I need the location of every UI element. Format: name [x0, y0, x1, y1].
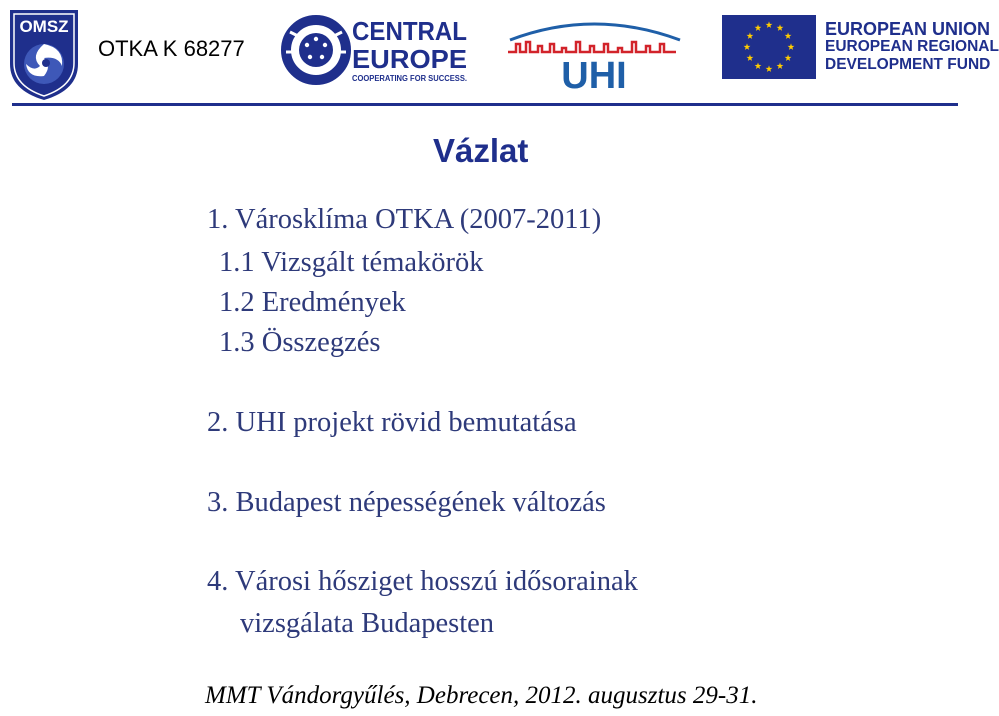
- slide-title: Vázlat: [433, 132, 529, 169]
- header-divider: [12, 103, 958, 106]
- uhi-logo-text: UHI: [561, 55, 627, 97]
- central-europe-line2: EUROPE: [352, 44, 467, 74]
- erdf-line1: EUROPEAN UNION: [825, 19, 991, 39]
- outline-item-2: 2. UHI projekt rövid bemutatása: [207, 407, 577, 438]
- outline-item-1: 1. Városklíma OTKA (2007-2011): [207, 204, 602, 235]
- erdf-line3: DEVELOPMENT FUND: [825, 56, 991, 73]
- erdf-logo-text: [825, 20, 999, 74]
- outline-item-1-3: 1.3 Összegzés: [219, 327, 381, 358]
- eu-flag-icon: [722, 15, 816, 79]
- omsz-logo: [4, 6, 84, 102]
- uhi-logo: [506, 14, 684, 97]
- omsz-logo-text: OMSZ: [19, 17, 69, 36]
- header: [0, 0, 999, 120]
- central-europe-tagline: COOPERATING FOR SUCCESS.: [352, 74, 467, 83]
- outline-item-1-2: 1.2 Eredmények: [219, 287, 406, 318]
- skyline-icon: [508, 42, 676, 52]
- central-europe-line1: CENTRAL: [352, 16, 468, 46]
- outline-item-4-cont: vizsgálata Budapesten: [240, 608, 495, 639]
- outline-item-1-1: 1.1 Vizsgált témakörök: [219, 247, 484, 278]
- outline-item-3: 3. Budapest népességének változás: [207, 487, 606, 518]
- erdf-line2: EUROPEAN REGIONAL: [825, 38, 999, 55]
- central-europe-star-icon: [286, 20, 346, 80]
- project-id: OTKA K 68277: [98, 36, 245, 61]
- outline-item-4: 4. Városi hősziget hosszú idősorainak: [207, 566, 638, 597]
- footer-event: MMT Vándorgyűlés, Debrecen, 2012. augusztus 29-31.: [205, 682, 758, 709]
- central-europe-logo: [278, 12, 473, 90]
